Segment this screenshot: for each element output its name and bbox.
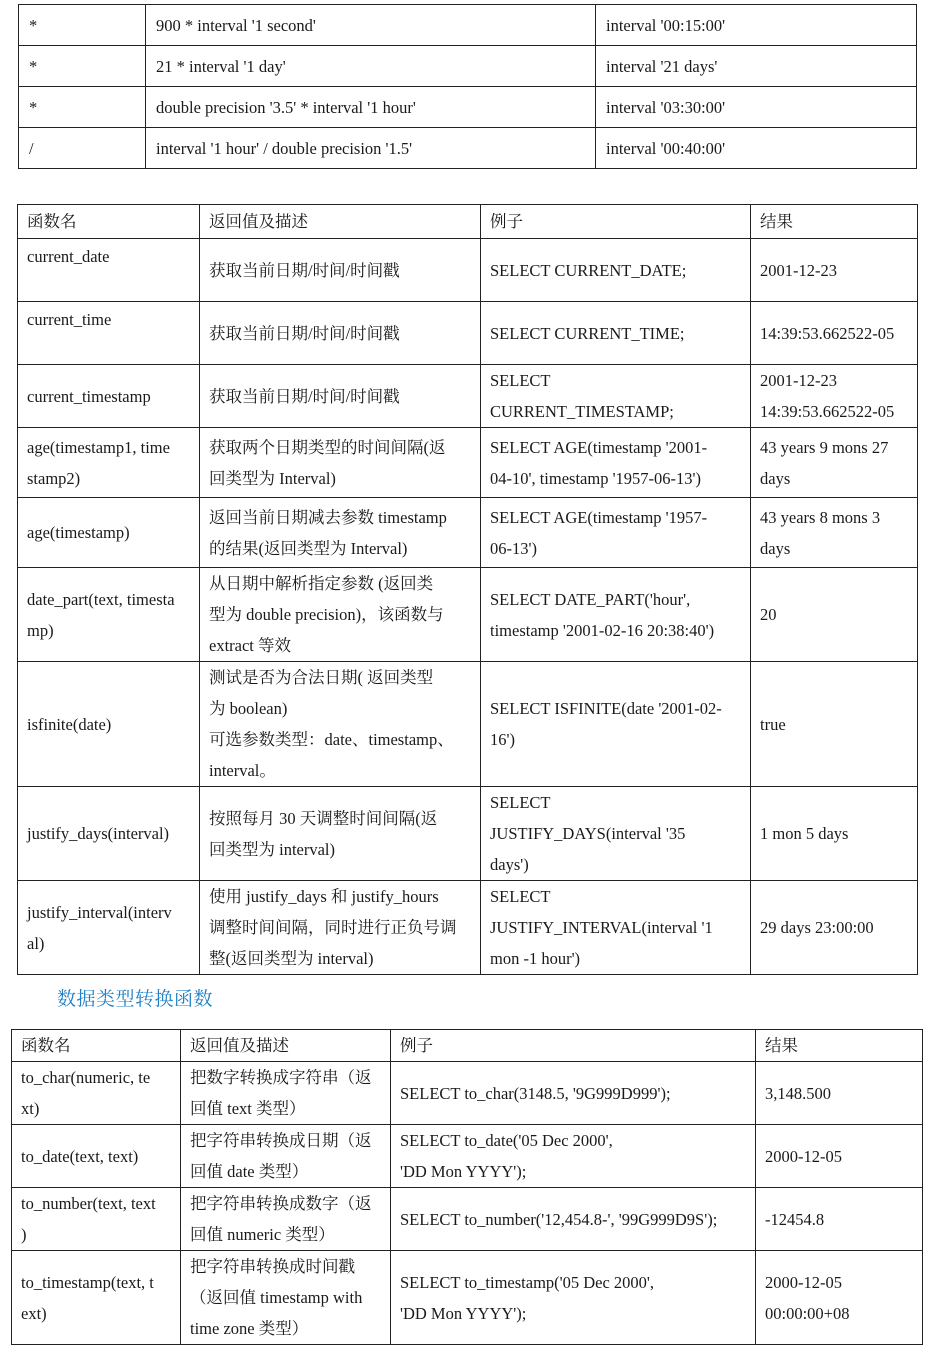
result-text: 1 mon 5 days: [760, 824, 849, 843]
example-text: SELECT to_date('05 Dec 2000', 'DD Mon YYYY');: [400, 1131, 613, 1181]
example-text: SELECT to_number('12,454.8-', '99G999D9S');: [400, 1209, 718, 1229]
function-name: to_timestamp(text, t ext): [21, 1272, 154, 1323]
description-text: 获取当前日期/时间/时间戳: [209, 323, 400, 343]
result-cell: [751, 302, 918, 365]
description-cell: [181, 1062, 391, 1125]
example-text: SELECT CURRENT_TIMESTAMP;: [490, 371, 674, 421]
column-header: 结果: [751, 205, 918, 239]
table-row: [18, 568, 918, 662]
example-cell: interval '1 hour' / double precision '1.5': [146, 128, 596, 169]
description-cell: [200, 428, 481, 498]
result-text: 2001-12-23: [760, 260, 837, 280]
function-name: justify_days(interval): [27, 824, 170, 843]
result-cell: [751, 787, 918, 881]
example-text: SELECT AGE(timestamp '2001- 04-10', timestamp '1957-06-13'): [490, 437, 708, 488]
description-cell: [200, 302, 481, 365]
function-name-cell: [18, 787, 200, 881]
table-row: [18, 302, 918, 365]
result-text: -12454.8: [765, 1209, 825, 1229]
table-row: [12, 1188, 923, 1251]
table-row: [18, 239, 918, 302]
result-cell: interval '00:40:00': [596, 128, 917, 169]
example-text: SELECT to_timestamp('05 Dec 2000', 'DD Mon YYYY');: [400, 1272, 655, 1323]
description-text: 使用 justify_days 和 justify_hours 调整时间间隔，同时进行正负号调 整(返回类型为 interval): [209, 887, 457, 968]
operator-cell: *: [19, 46, 146, 87]
function-name: current_timestamp: [27, 386, 151, 406]
result-text: 2001-12-23 14:39:53.662522-05: [760, 371, 895, 421]
table-row: [18, 662, 918, 787]
function-name-cell: [18, 428, 200, 498]
example-text: SELECT CURRENT_TIME;: [490, 323, 685, 343]
example-text: SELECT ISFINITE(date '2001-02- 16'): [490, 699, 722, 749]
description-cell: [200, 498, 481, 568]
result-cell: interval '03:30:00': [596, 87, 917, 128]
example-cell: 900 * interval '1 second': [146, 5, 596, 46]
function-name: age(timestamp): [27, 523, 130, 542]
description-text: 测试是否为合法日期( 返回类型 为 boolean) 可选参数类型：date、timestamp、 interval。: [209, 668, 454, 780]
description-cell: [181, 1125, 391, 1188]
example-cell: [481, 498, 751, 568]
example-text: SELECT JUSTIFY_DAYS(interval '35 days'): [490, 793, 686, 874]
function-name-cell: [18, 239, 200, 302]
function-name: to_char(numeric, te xt): [21, 1068, 151, 1118]
function-name-cell: [18, 662, 200, 787]
result-cell: [756, 1125, 923, 1188]
column-header: 返回值及描述: [181, 1030, 391, 1062]
function-name: age(timestamp1, time stamp2): [27, 437, 170, 488]
description-cell: [200, 881, 481, 975]
function-name: current_date: [27, 247, 110, 266]
example-cell: [481, 302, 751, 365]
result-cell: [751, 881, 918, 975]
example-cell: [481, 662, 751, 787]
result-cell: [751, 428, 918, 498]
example-text: SELECT to_char(3148.5, '9G999D999');: [400, 1083, 671, 1103]
example-text: SELECT JUSTIFY_INTERVAL(interval '1 mon -1 hour'): [490, 887, 713, 968]
description-text: 把字符串转换成时间戳 （返回值 timestamp with time zone 类型）: [190, 1257, 363, 1338]
function-name-cell: [12, 1125, 181, 1188]
function-name-cell: [18, 568, 200, 662]
function-name-cell: [18, 881, 200, 975]
description-text: 把数字转换成字符串（返 回值 text 类型）: [190, 1068, 372, 1118]
table-row: [18, 428, 918, 498]
function-name: to_number(text, text ): [21, 1194, 156, 1244]
result-text: 43 years 9 mons 27 days: [760, 437, 889, 488]
example-cell: [481, 365, 751, 428]
table-row: [19, 46, 917, 87]
table-row: [19, 128, 917, 169]
result-text: 2000-12-05 00:00:00+08: [765, 1272, 850, 1323]
result-cell: interval '00:15:00': [596, 5, 917, 46]
table-row: [18, 787, 918, 881]
table-header-row: [12, 1030, 923, 1062]
example-cell: [481, 568, 751, 662]
column-header: 结果: [756, 1030, 923, 1062]
function-name-cell: [18, 302, 200, 365]
conversion-functions-table: [11, 1029, 923, 1345]
table-row: [12, 1125, 923, 1188]
function-name-cell: [12, 1251, 181, 1345]
operator-cell: *: [19, 87, 146, 128]
column-header: 返回值及描述: [200, 205, 481, 239]
example-cell: [481, 787, 751, 881]
description-text: 按照每月 30 天调整时间间隔(返 回类型为 interval): [209, 808, 438, 859]
example-cell: [391, 1125, 756, 1188]
description-cell: [181, 1251, 391, 1345]
description-text: 获取当前日期/时间/时间戳: [209, 386, 400, 406]
description-cell: [200, 568, 481, 662]
result-cell: [751, 568, 918, 662]
example-cell: [391, 1062, 756, 1125]
description-text: 把字符串转换成日期（返 回值 date 类型）: [190, 1131, 372, 1181]
result-cell: [751, 498, 918, 568]
result-cell: [751, 365, 918, 428]
result-text: 3,148.500: [765, 1083, 831, 1103]
column-header: 函数名: [18, 205, 200, 239]
example-cell: [391, 1251, 756, 1345]
function-name: date_part(text, timesta mp): [27, 589, 175, 640]
result-cell: [756, 1188, 923, 1251]
result-text: 2000-12-05: [765, 1146, 842, 1166]
description-text: 返回当前日期减去参数 timestamp 的结果(返回类型为 Interval): [209, 507, 447, 558]
table-header-row: [18, 205, 918, 239]
result-cell: [751, 239, 918, 302]
description-cell: [200, 239, 481, 302]
function-name-cell: [18, 498, 200, 568]
function-name-cell: [12, 1188, 181, 1251]
function-name: to_date(text, text): [21, 1146, 139, 1166]
result-cell: [756, 1251, 923, 1345]
column-header: 函数名: [12, 1030, 181, 1062]
table-row: [19, 87, 917, 128]
description-cell: [200, 787, 481, 881]
example-cell: [481, 239, 751, 302]
example-text: SELECT DATE_PART('hour', timestamp '2001-02-16 20:38:40'): [490, 589, 715, 640]
function-name-cell: [18, 365, 200, 428]
operator-cell: /: [19, 128, 146, 169]
example-cell: 21 * interval '1 day': [146, 46, 596, 87]
function-name: current_time: [27, 310, 112, 329]
example-cell: [481, 428, 751, 498]
function-name-cell: [12, 1062, 181, 1125]
table-row: [18, 881, 918, 975]
result-cell: [751, 662, 918, 787]
result-text: 14:39:53.662522-05: [760, 323, 895, 343]
description-cell: [181, 1188, 391, 1251]
table-row: [19, 5, 917, 46]
description-cell: [200, 662, 481, 787]
column-header: 例子: [481, 205, 751, 239]
table-row: [18, 498, 918, 568]
result-text: 43 years 8 mons 3 days: [760, 507, 881, 558]
example-cell: double precision '3.5' * interval '1 hour': [146, 87, 596, 128]
description-text: 获取两个日期类型的时间间隔(返 回类型为 Interval): [209, 437, 446, 488]
description-text: 获取当前日期/时间/时间戳: [209, 260, 400, 280]
function-name: justify_interval(interv al): [27, 902, 172, 953]
result-text: 29 days 23:00:00: [760, 918, 874, 937]
example-text: SELECT CURRENT_DATE;: [490, 260, 687, 280]
function-name: isfinite(date): [27, 714, 112, 734]
table-row: [18, 365, 918, 428]
example-cell: [391, 1188, 756, 1251]
result-text: true: [760, 714, 786, 734]
description-text: 从日期中解析指定参数 (返回类 型为 double precision)，该函数与 extract 等效: [209, 574, 444, 655]
result-text: 20: [760, 605, 777, 624]
operator-cell: *: [19, 5, 146, 46]
table-row: [12, 1251, 923, 1345]
description-cell: [200, 365, 481, 428]
table-row: [12, 1062, 923, 1125]
description-text: 把字符串转换成数字（返 回值 numeric 类型）: [190, 1194, 372, 1244]
example-text: SELECT AGE(timestamp '1957- 06-13'): [490, 507, 708, 558]
datetime-functions-table: [17, 204, 918, 975]
example-cell: [481, 881, 751, 975]
result-cell: [756, 1062, 923, 1125]
result-cell: interval '21 days': [596, 46, 917, 87]
column-header: 例子: [391, 1030, 756, 1062]
section-title: 数据类型转换函数: [57, 988, 214, 1010]
operators-table: [18, 4, 917, 169]
